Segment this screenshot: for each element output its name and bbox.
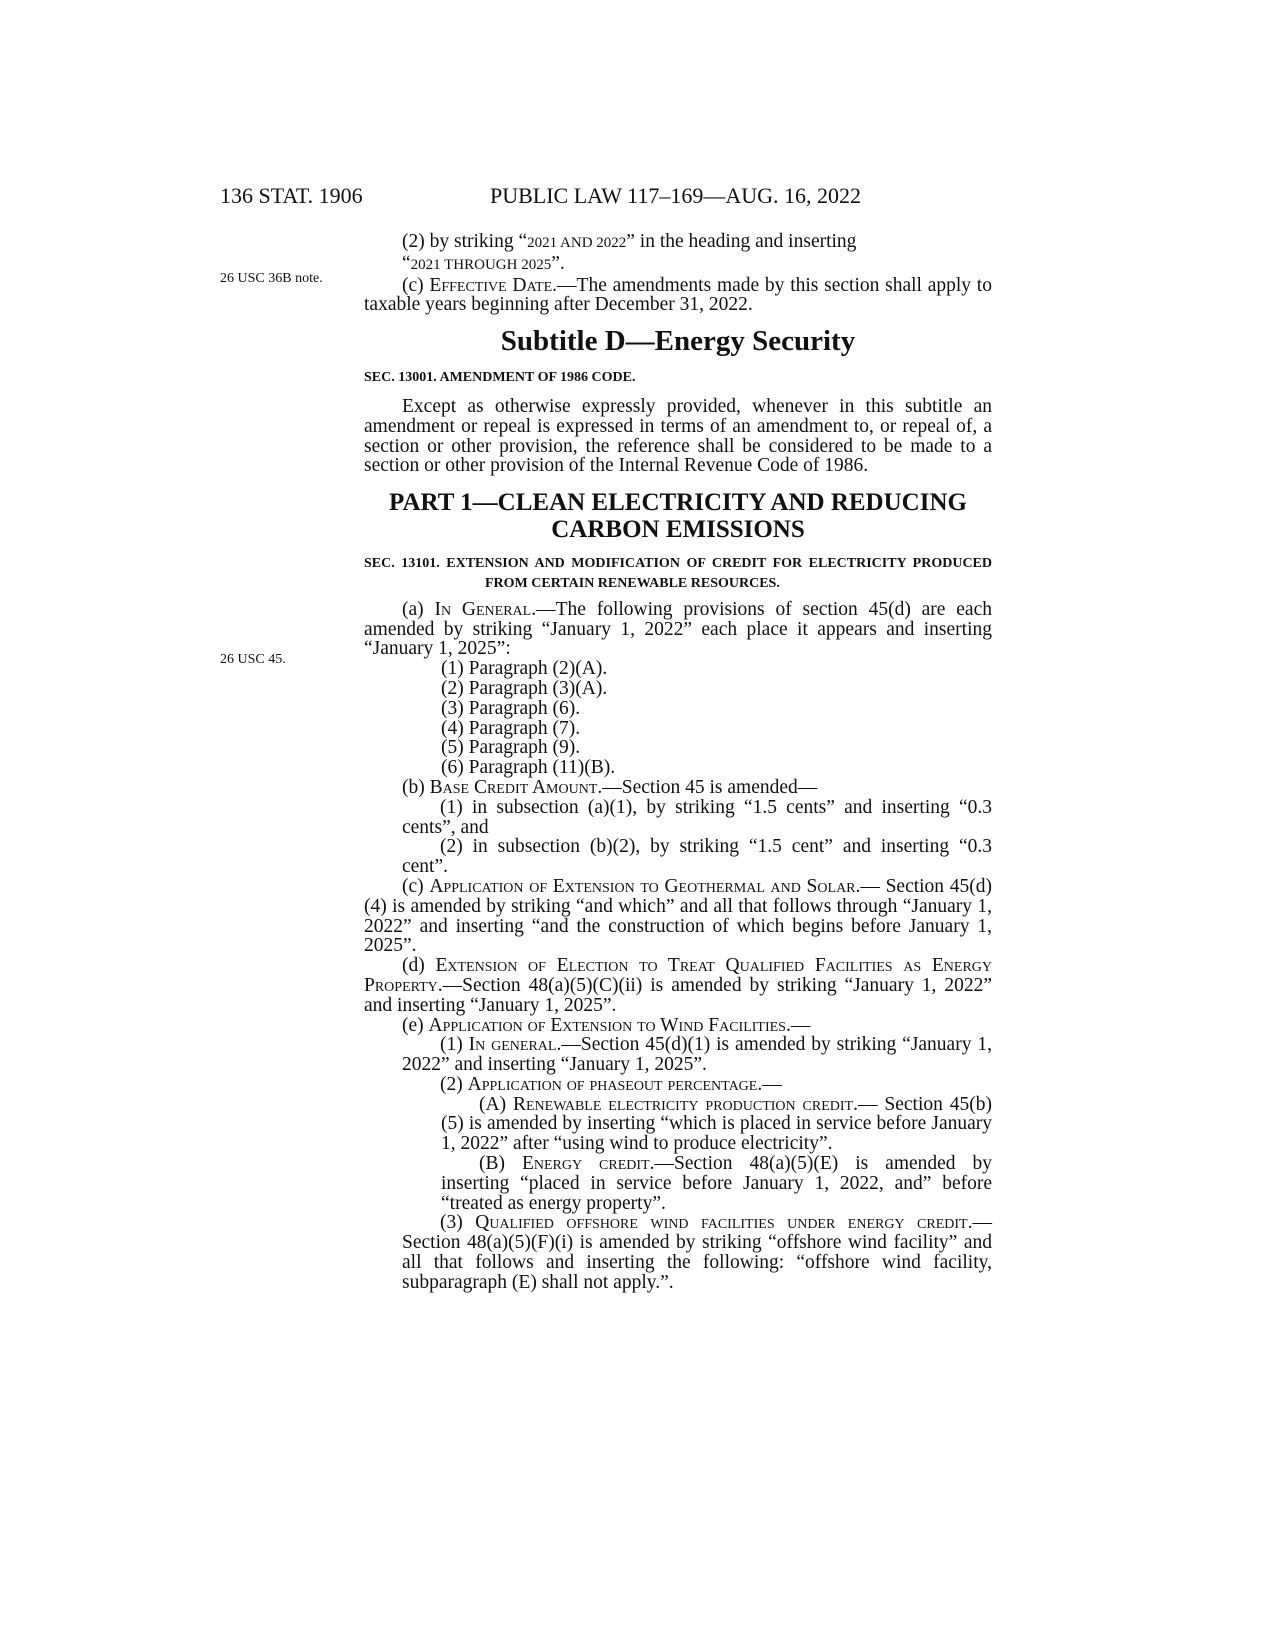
subsection-e-2-b: (B) Energy credit.—Section 48(a)(5)(E) is amended by inserting “placed in service before January 1, 2022, and” before “treated as energy property”. bbox=[441, 1153, 993, 1214]
part-1-heading bbox=[364, 489, 992, 543]
list-item: (5) Paragraph (9). bbox=[441, 737, 581, 759]
document-body bbox=[364, 232, 992, 1293]
section-13001-text: Except as otherwise expressly provided, whenever in this subtitle an amendment or repeal is expressed in terms of an amendment to, or repeal of, a section or other provision, the reference shall be considered to be made to a section or other provision of the Internal Revenue Code of 1986. bbox=[364, 395, 992, 477]
subsection-e-2: (2) Application of phaseout percentage.— bbox=[440, 1073, 782, 1095]
subtitle-heading: Subtitle D—Energy Security bbox=[500, 325, 856, 358]
list-item: (4) Paragraph (7). bbox=[441, 717, 581, 739]
list-item: (3) Paragraph (6). bbox=[441, 697, 581, 719]
list-item: (6) Paragraph (11)(B). bbox=[441, 757, 616, 779]
part-1-heading-line2: CARBON EMISSIONS bbox=[551, 516, 805, 544]
subsection-e-3: (3) Qualified offshore wind facilities under energy credit.—Section 48(a)(5)(F)(i) is amended by striking “offshore wind facility” and all that follows and inserting the following: “offshore wind facility, subparagraph (E) shall not apply.”. bbox=[402, 1212, 992, 1293]
part-1-heading-line1: PART 1—CLEAN ELECTRICITY AND REDUCING bbox=[389, 489, 967, 517]
page-header bbox=[220, 183, 992, 213]
list-item: (2) Paragraph (3)(A). bbox=[441, 677, 608, 699]
public-law-title: PUBLIC LAW 117–169—AUG. 16, 2022 bbox=[490, 183, 862, 208]
effective-date-paragraph: (c) Effective Date.—The amendments made by this section shall apply to taxable years beginning after December 31, 2022. bbox=[364, 274, 992, 316]
stat-page-number: 136 STAT. 1906 bbox=[220, 183, 363, 208]
list-item: (1) Paragraph (2)(A). bbox=[441, 658, 608, 680]
section-13101-heading: SEC. 13101. EXTENSION AND MODIFICATION OF CREDIT FOR ELECTRICITY PRODUCED FROM CERTAIN RENEWABLE RESOURCES. bbox=[364, 556, 992, 591]
subsection-b: (b) Base Credit Amount.—Section 45 is amended— bbox=[402, 776, 818, 798]
intro-line-2: (2) by striking “2021 AND 2022” in the heading and inserting bbox=[402, 231, 857, 252]
subsection-e: (e) Application of Extension to Wind Facilities.— bbox=[402, 1014, 811, 1036]
subsection-b-2: (2) in subsection (b)(2), by striking “1.5 cent” and inserting “0.3 cent”. bbox=[402, 836, 992, 878]
subsection-e-2-a: (A) Renewable electricity production credit.— Section 45(b)(5) is amended by inserting “which is placed in service before January 1, 2022” after “using wind to produce electricity”. bbox=[441, 1093, 992, 1155]
margin-note-usc-45: 26 USC 45. bbox=[220, 652, 286, 667]
margin-note-usc-36b: 26 USC 36B note. bbox=[220, 271, 323, 286]
subsection-b-1: (1) in subsection (a)(1), by striking “1.5 cents” and inserting “0.3 cents”, and bbox=[402, 796, 992, 838]
subsection-c: (c) Application of Extension to Geothermal and Solar.— Section 45(d)(4) is amended by striking “and which” and all that follows through “January 1, 2022” and inserting “and the construction of which begins before January 1, 2025”. bbox=[364, 875, 992, 957]
section-13001-heading: SEC. 13001. AMENDMENT OF 1986 CODE. bbox=[364, 370, 636, 386]
subsection-d: (d) Extension of Election to Treat Qualified Facilities as Energy Property.—Section 48(a)(5)(C)(ii) is amended by striking “January 1, 2022” and inserting “January 1, 2025”. bbox=[364, 955, 992, 1016]
subsection-a: (a) In General.—The following provisions of section 45(d) are each amended by striking “January 1, 2022” each place it appears and inserting “January 1, 2025”: bbox=[364, 598, 992, 660]
subsection-e-1: (1) In general.—Section 45(d)(1) is amended by striking “January 1, 2022” and inserting “January 1, 2025”. bbox=[402, 1034, 992, 1076]
intro-line-2-cont: “2021 THROUGH 2025”. bbox=[402, 252, 565, 274]
